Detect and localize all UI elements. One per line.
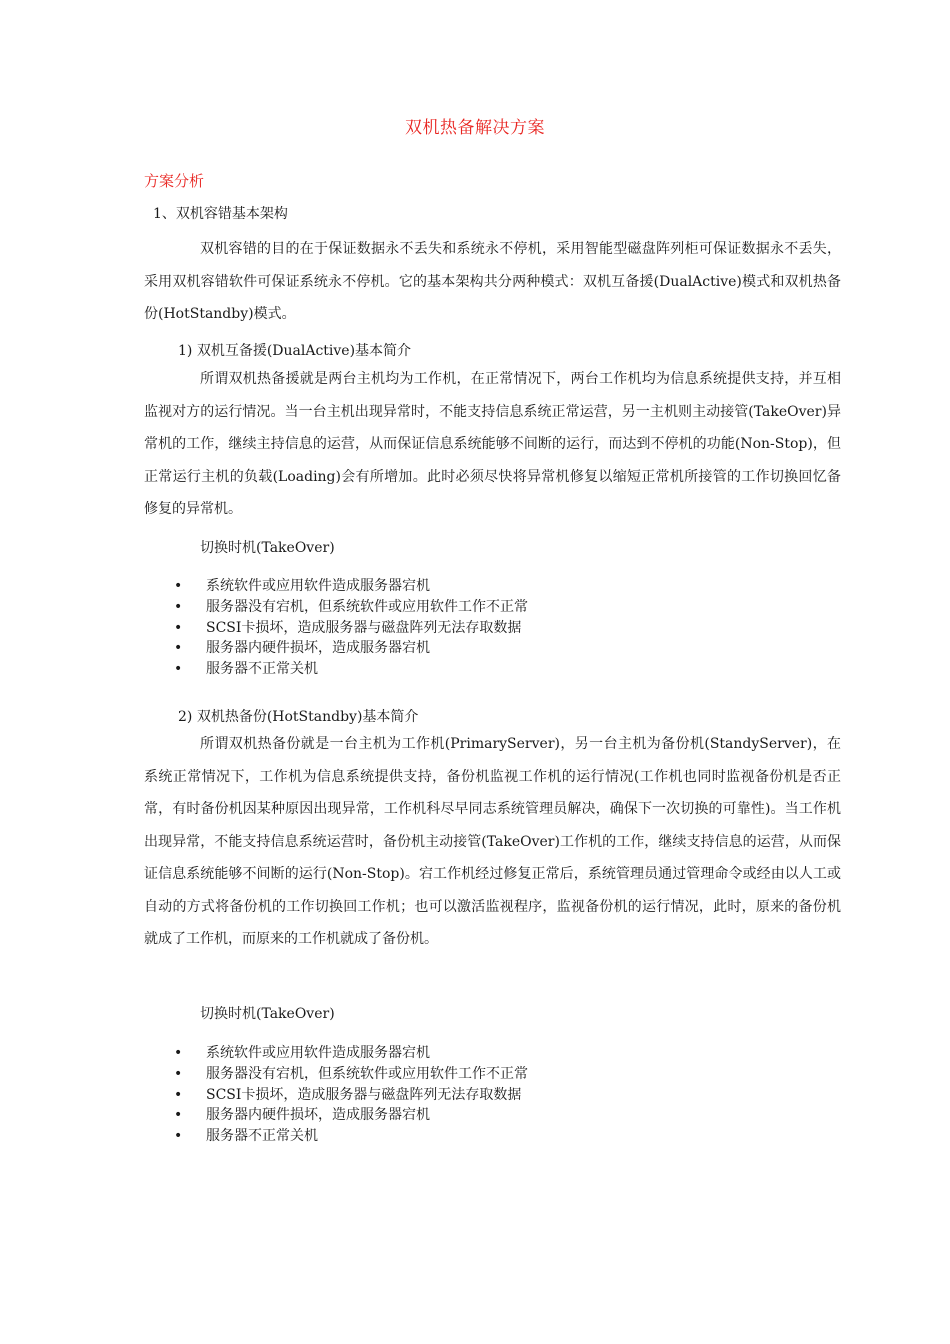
takeover-list-1 xyxy=(170,576,528,680)
section-title: 方案分析 xyxy=(144,172,205,190)
heading-dual-active: 1) 双机互备援(DualActive)基本简介 xyxy=(178,343,412,359)
list-item: • 服务器内硬件损坏，造成服务器宕机 xyxy=(170,1105,528,1126)
dual-active-paragraph: 所谓双机热备援就是两台主机均为工作机，在正常情况下，两台工作机均为信息系统提供支持，并互相监视对方的运行情况。当一台主机出现异常时，不能支持信息系统正常运营，另一主机则主动接管(TakeOver)异常机的工作，继续主持信息的运营，从而保证信息系统能够不间断的运行，而达到不停机的功能(Non-Stop)，但正常运行主机的负载(Loading)会有所增加。此时必须尽快将异常机修复以缩短正常机所接管的工作切换回忆备修复的异常机。 xyxy=(144,371,841,517)
heading-architecture: 1、双机容错基本架构 xyxy=(153,206,288,222)
list-item: • 系统软件或应用软件造成服务器宕机 xyxy=(170,1043,528,1064)
takeover-label-1: 切换时机(TakeOver) xyxy=(200,540,335,556)
list-item: • 服务器没有宕机，但系统软件或应用软件工作不正常 xyxy=(170,597,528,618)
list-item: • SCSI卡损坏，造成服务器与磁盘阵列无法存取数据 xyxy=(170,1085,528,1106)
list-item: • 服务器内硬件损坏，造成服务器宕机 xyxy=(170,638,528,659)
list-item: • 服务器没有宕机，但系统软件或应用软件工作不正常 xyxy=(170,1064,528,1085)
list-item: • SCSI卡损坏，造成服务器与磁盘阵列无法存取数据 xyxy=(170,618,528,639)
takeover-list-2 xyxy=(170,1043,528,1147)
heading-hot-standby: 2) 双机热备份(HotStandby)基本简介 xyxy=(178,709,419,725)
hot-standby-paragraph: 所谓双机热备份就是一台主机为工作机(PrimaryServer)，另一台主机为备份机(StandyServer)，在系统正常情况下，工作机为信息系统提供支持，备份机监视工作机的运行情况(工作机也同时监视备份机是否正常，有时备份机因某种原因出现异常，工作机科尽早同志系统管理员解决，确保下一次切换的可靠性)。当工作机出现异常，不能支持信息系统运营时，备份机主动接管(TakeOver)工作机的工作，继续支持信息的运营，从而保证信息系统能够不间断的运行(Non-Stop)。宕工作机经过修复正常后，系统管理员通过管理命令或经由以人工或自动的方式将备份机的工作切换回工作机；也可以激活监视程序，监视备份机的运行情况，此时，原来的备份机就成了工作机，而原来的工作机就成了备份机。 xyxy=(144,736,841,947)
takeover-label-2: 切换时机(TakeOver) xyxy=(200,1006,335,1022)
list-item: • 系统软件或应用软件造成服务器宕机 xyxy=(170,576,528,597)
list-item: • 服务器不正常关机 xyxy=(170,659,528,680)
document-title: 双机热备解决方案 xyxy=(405,118,545,138)
intro-paragraph: 双机容错的目的在于保证数据永不丢失和系统永不停机，采用智能型磁盘阵列柜可保证数据永不丢失，采用双机容错软件可保证系统永不停机。它的基本架构共分两种模式：双机互备援(DualActive)模式和双机热备份(HotStandby)模式。 xyxy=(144,241,841,322)
list-item: • 服务器不正常关机 xyxy=(170,1126,528,1147)
